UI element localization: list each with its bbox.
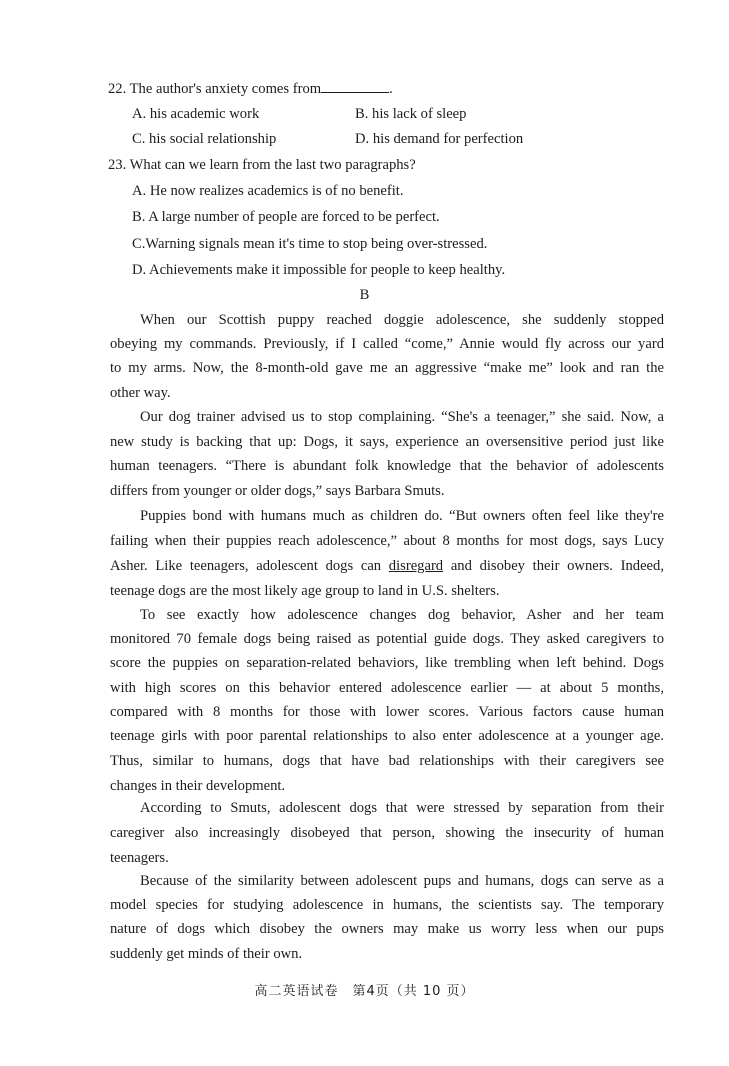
paragraph-1-line-1: When our Scottish puppy reached doggie adolescence, she suddenly stopped xyxy=(140,312,664,328)
paragraph-1-line-4: other way. xyxy=(110,385,171,401)
paragraph-1-line-3: to my arms. Now, the 8-month-old gave me an aggressive “make me” look and ran the xyxy=(110,360,664,376)
paragraph-4-line-8: changes in their development. xyxy=(110,778,286,794)
question-23-option-b: B. A large number of people are forced to be perfect. xyxy=(132,209,440,225)
answer-blank xyxy=(321,80,389,93)
question-22-stem xyxy=(108,80,393,98)
paragraph-4-line-6: teenage girls with poor parental relationships to also enter adolescence at a younger age. xyxy=(110,728,664,744)
paragraph-4-line-5: compared with 8 months for those with lower scores. Various factors cause human xyxy=(110,704,664,720)
paragraph-3-line-3 xyxy=(110,557,664,575)
paragraph-5-line-2: caregiver also increasingly disobeyed that person, showing the insecurity of human xyxy=(110,825,664,841)
question-23-option-c: C.Warning signals mean it's time to stop being over-stressed. xyxy=(132,236,488,252)
paragraph-2-line-3: human teenagers. “There is abundant folk knowledge that the behavior of adolescents xyxy=(110,458,664,474)
paragraph-3-line-2: failing when their puppies reach adolescence,” about 8 months for most dogs, says Lucy xyxy=(110,533,664,549)
page-footer: 高二英语试卷 第4页（共 10 页） xyxy=(254,984,475,999)
paragraph-4-line-4: with high scores on this behavior entered adolescence earlier — at about 5 months, xyxy=(110,680,664,696)
paragraph-6-line-4: suddenly get minds of their own. xyxy=(110,946,303,962)
paragraph-3-line-4: teenage dogs are the most likely age group to land in U.S. shelters. xyxy=(110,583,500,599)
paragraph-6-line-3: nature of dogs which disobey the owners may make us worry less when our pups xyxy=(110,921,664,937)
paragraph-6-line-2: model species for studying adolescence in humans, the scientists say. The temporary xyxy=(110,897,664,913)
paragraph-2-line-2: new study is backing that up: Dogs, it says, experience an oversensitive period just like xyxy=(110,434,664,450)
question-23-option-a: A. He now realizes academics is of no benefit. xyxy=(132,183,404,199)
paragraph-3-line-3-post: and disobey their owners. Indeed, xyxy=(450,558,664,574)
question-23-stem: 23. What can we learn from the last two paragraphs? xyxy=(108,157,416,173)
question-22-option-b: B. his lack of sleep xyxy=(355,106,467,122)
question-22-stem-end: . xyxy=(389,81,393,97)
paragraph-4-line-1: To see exactly how adolescence changes dog behavior, Asher and her team xyxy=(140,607,664,623)
paragraph-4-line-3: score the puppies on separation-related behaviors, like trembling when left behind. Dogs xyxy=(110,655,664,671)
paragraph-3-line-3-pre: Asher. Like teenagers, adolescent dogs can xyxy=(110,558,382,574)
paragraph-4-line-7: Thus, similar to humans, dogs that have bad relationships with their caregivers see xyxy=(110,753,664,769)
question-23-option-d: D. Achievements make it impossible for people to keep healthy. xyxy=(132,262,506,278)
paragraph-5-line-1: According to Smuts, adolescent dogs that were stressed by separation from their xyxy=(140,800,664,816)
paragraph-1-line-2: obeying my commands. Previously, if I called “come,” Annie would fly across our yard xyxy=(110,336,664,352)
paragraph-6-line-1: Because of the similarity between adolescent pups and humans, dogs can serve as a xyxy=(140,873,664,889)
underlined-word-disregard: disregard xyxy=(388,558,444,574)
question-22-stem-text: 22. The author's anxiety comes from xyxy=(108,81,322,97)
question-22-option-c: C. his social relationship xyxy=(132,131,277,147)
question-22-option-a: A. his academic work xyxy=(132,106,260,122)
paragraph-2-line-4: differs from younger or older dogs,” says Barbara Smuts. xyxy=(110,483,445,499)
paragraph-3-line-1: Puppies bond with humans much as children do. “But owners often feel like they're xyxy=(140,508,664,524)
paragraph-5-line-3: teenagers. xyxy=(110,850,169,866)
paragraph-4-line-2: monitored 70 female dogs being raised as potential guide dogs. They asked caregivers to xyxy=(110,631,664,647)
question-22-option-d: D. his demand for perfection xyxy=(355,131,524,147)
section-label: B xyxy=(359,287,370,303)
paragraph-2-line-1: Our dog trainer advised us to stop complaining. “She's a teenager,” she said. Now, a xyxy=(140,409,664,425)
